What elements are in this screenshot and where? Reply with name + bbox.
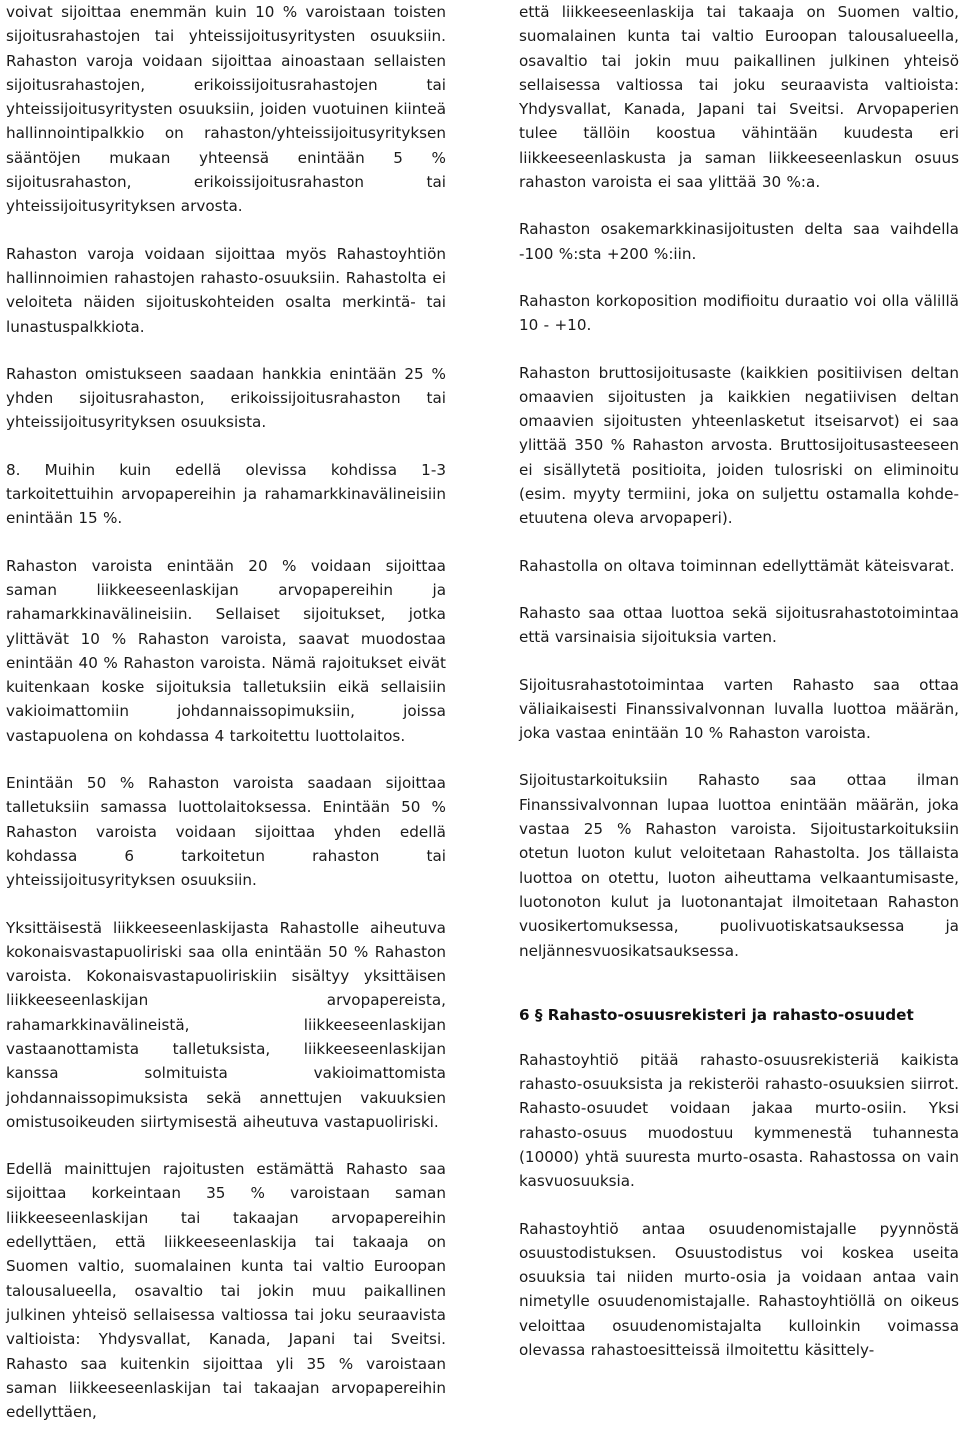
paragraph-counterparty-risk: Yksittäisestä liikkeeseenlaskijasta Rahastolle aiheutuva kokonaisvastapuoliriski saa olla enintään 50 % Rahaston varoista. Kokonaisvastapuoliriskiin sisältyy yksittäisen liikkeeseenlaskijan arvopapereista, rahamarkkinavälineistä, liikkeeseenlaskijan vastaanottamista talletuksista, liikkeeseenlaskijan kanssa solmituista vakioimattomista johdannaissopimuksista sekä annettujen vakuuksien omistusoikeuden siirtymisestä aiheutuva vastapuoliriski. xyxy=(6,918,446,1131)
left-column xyxy=(6,0,446,1447)
paragraph-deposit-limits: Enintään 50 % Rahaston varoista saadaan sijoittaa talletuksiin samassa luottolaitoksessa. Enintään 50 % Rahaston varoista voidaan sijoittaa yhden edellä kohdassa 6 tarkoitetun rahaston tai yhteissijoitusyrityksen osuuksiin. xyxy=(6,774,446,890)
right-column xyxy=(519,0,959,1385)
paragraph-cash: Rahastolla on oltava toiminnan edellyttämät käteisvarat. xyxy=(519,556,955,575)
section-heading: 6 § Rahasto-osuusrekisteri ja rahasto-osuudet xyxy=(519,1005,914,1024)
paragraph-temporary-borrowing: Sijoitusrahastotoimintaa varten Rahasto saa ottaa väliaikaisesti Finanssivalvonnan luvalla luottoa määrän, joka vastaa enintään 10 % Rahaston varoista. xyxy=(519,675,959,743)
paragraph-management-company-funds: Rahaston varoja voidaan sijoittaa myös Rahastoyhtiön hallinnoimien rahastojen rahasto-osuuksiin. Rahastolta ei veloiteta näiden sijoituskohteiden osalta merkintä- tai lunastuspalkkiota. xyxy=(6,244,446,336)
paragraph-fund-investment-limits: voivat sijoittaa enemmän kuin 10 % varoistaan toisten sijoitusrahastojen tai yhteissijoitusyritysten osuuksiin. Rahaston varoja voidaan sijoittaa ainoastaan sellaisten sijoitusrahastojen, erikoissijoitusrahastojen tai yhteissijoitusyritysten osuuksiin, joiden vuotuinen kiinteä hallinnointipalkkio on rahaston/yhteissijoitusyrityksen sääntöjen mukaan yhteensä enintään 5 % sijoitusrahaston, erikoissijoitusrahaston tai yhteissijoitusyrityksen arvosta. xyxy=(6,3,446,216)
paragraph-investment-borrowing: Sijoitustarkoituksiin Rahasto saa ottaa ilman Finanssivalvonnan lupaa luottoa enintään määrän, joka vastaa 25 % Rahaston varoista. Sijoitustarkoituksiin otetun luoton kulut veloitetaan Rahastolta. Jos tällaista luottoa on otettu, luoton aiheuttama velkaantumisaste, luotonoton kulut ja luotonantajat ilmoitetaan Rahaston vuosikertomuksessa, puolivuotiskatsauksessa ja neljännesvuosikatsauksessa. xyxy=(519,771,959,960)
paragraph-modified-duration: Rahaston korkoposition modifioitu duraatio voi olla välillä 10 - +10. xyxy=(519,291,959,335)
paragraph-unit-register: Rahastoyhtiö pitää rahasto-osuusrekisteriä kaikista rahasto-osuuksista ja rekisteröi rahasto-osuuksien siirrot. Rahasto-osuudet voidaan jakaa murto-osiin. Yksi rahasto-osuus muodostuu kymmenestä tuhannesta (10000) yhtä suuresta murto-osasta. Rahastossa on vain kasvuosuuksia. xyxy=(519,1050,959,1191)
paragraph-unit-certificate: Rahastoyhtiö antaa osuudenomistajalle pyynnöstä osuustodistuksen. Osuustodistus voi koskea useita osuuksia tai niiden murto-osia ja voidaan antaa vain nimetylle osuudenomistajalle. Rahastoyhtiöllä on oikeus veloittaa osuudenomistajalta kulloinkin voimassa olevassa rahastoesitteissä ilmoitettu käsittely- xyxy=(519,1219,959,1360)
paragraph-borrowing: Rahasto saa ottaa luottoa sekä sijoitusrahastotoimintaa että varsinaisia sijoituksia varten. xyxy=(519,603,959,647)
paragraph-government-continued: että liikkeeseenlaskija tai takaaja on Suomen valtio, suomalainen kunta tai valtio Euroopan talousalueella, osavaltio tai jokin muu paikallinen julkinen yhteisö sellaisessa valtiossa tai joku seuraavista valtioista: Yhdysvallat, Kanada, Japani tai Sveitsi. Arvopaperien tulee tällöin koostua vähintään kuudesta eri liikkeeseenlaskusta ja saman liikkeeseenlaskun osuus rahaston varoista ei saa ylittää 30 %:a. xyxy=(519,3,959,192)
paragraph-government-securities: Edellä mainittujen rajoitusten estämättä Rahasto saa sijoittaa korkeintaan 35 % varoistaan saman liikkeeseenlaskijan tai takaajan arvopapereihin edellyttäen, että liikkeeseenlaskija tai takaaja on Suomen valtio, suomalainen kunta tai valtio Euroopan talousalueella, osavaltio tai jokin muu paikallinen julkinen yhteisö sellaisessa valtiossa tai joku seuraavista valtioista: Yhdysvallat, Kanada, Japani tai Sveitsi. Rahasto saa kuitenkin sijoittaa yli 35 % varoistaan saman liikkeeseenlaskijan tai takaajan arvopapereihin edellyttäen, xyxy=(6,1160,446,1422)
paragraph-ownership-limit: Rahaston omistukseen saadaan hankkia enintään 25 % yhden sijoitusrahaston, erikoissijoitusrahaston tai yhteissijoitusyrityksen osuuksista. xyxy=(6,364,446,432)
paragraph-equity-delta: Rahaston osakemarkkinasijoitusten delta saa vaihdella -100 %:sta +200 %:iin. xyxy=(519,220,959,263)
paragraph-issuer-limits: Rahaston varoista enintään 20 % voidaan sijoittaa saman liikkeeseenlaskijan arvopapereihin ja rahamarkkinavälineisiin. Sellaiset sijoitukset, jotka ylittävät 10 % Rahaston varoista, saavat muodostaa enintään 40 % Rahaston varoista. Nämä rajoitukset eivät kuitenkaan koske sijoituksia talletuksiin eikä sellaisiin vakioimattomiin johdannaissopimuksiin, joissa vastapuolena on kohdassa 4 tarkoitettu luottolaitos. xyxy=(6,556,446,745)
paragraph-gross-exposure: Rahaston bruttosijoitusaste (kaikkien positiivisen deltan omaavien sijoitusten ja kaikkien negatiivisen deltan omaavien sijoitusten yhteenlasketut itseisarvot) ei saa ylittää 350 % Rahaston arvosta. Bruttosijoitusasteeseen ei sisällytetä positioita, joiden tulosriski on eliminoitu (esim. myyty termiini, joka on suljettu ostamalla kohde-etuutena oleva arvopaperi). xyxy=(519,363,959,528)
paragraph-item-8: 8. Muihin kuin edellä olevissa kohdissa 1-3 tarkoitettuihin arvopapereihin ja rahamarkkinavälineisiin enintään 15 %. xyxy=(6,460,446,528)
